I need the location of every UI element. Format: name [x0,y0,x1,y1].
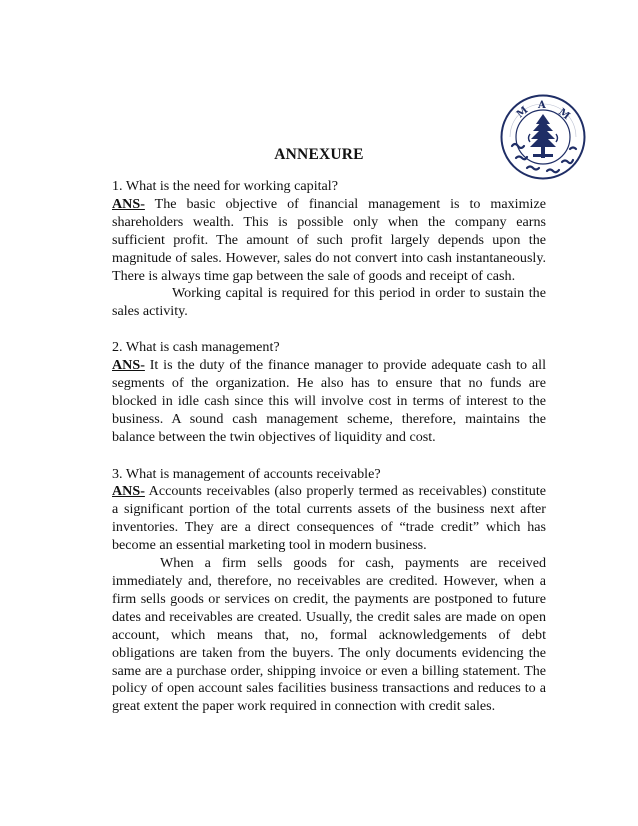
tree-seal-icon [500,94,586,180]
annexure-body [112,178,546,716]
answer-1-continuation: Working capital is required for this period in order to sustain the sales activity. [112,285,546,320]
question-3: 3. What is management of accounts receivable? [112,465,381,482]
answer-text: Accounts receivables (also properly termed as receivables) constitute a significant portion of the total currents assets of the business next after inventories. They are a direct consequences of “trade credit” which has become an essential marketing tool in modern business. [112,483,546,554]
answer-3-continuation: When a firm sells goods for cash, payments are received immediately and, therefore, no receivables are credited. However, when a firm sells goods or services on credit, the payments are postponed to future dates and receivables are created. Usually, the credit sales are made on open account, which means that, no, formal acknowledgements of debt obligations are taken from the buyers. The only documents evidencing the same are a purchase order, shipping invoice or even a billing statement. The policy of open account sales facilities business transactions and reduces to a great extent the paper work required in connection with credit sales. [112,555,546,715]
answer-1 [112,196,546,286]
answer-label: ANS- [112,195,145,212]
answer-label: ANS- [112,483,145,500]
question-2: 2. What is cash management? [112,339,280,356]
answer-text: The basic objective of financial management is to maximize shareholders wealth. This is possible only when the company earns sufficient profit. The amount of such profit largely depends upon the magnitude of sales. However, sales do not convert into cash instantaneously. There is always time gap between the sale of goods and receipt of cash. [112,195,546,284]
answer-label: ANS- [112,357,145,374]
answer-3 [112,483,546,555]
seal-letter: M [514,104,531,121]
answer-2 [112,357,546,447]
answer-text: It is the duty of the finance manager to provide adequate cash to all segments of the organization. He also has to ensure that no funds are blocked in idle cash since this will involve cost in terms of interest to the business. A sound cash management scheme, therefore, maintains the balance between the twin objectives of liquidity and cost. [112,357,546,445]
seal-letter: M [556,106,572,123]
seal-letter: A [538,100,546,111]
question-1: 1. What is the need for working capital? [112,178,338,194]
page-title: ANNEXURE [274,146,364,163]
